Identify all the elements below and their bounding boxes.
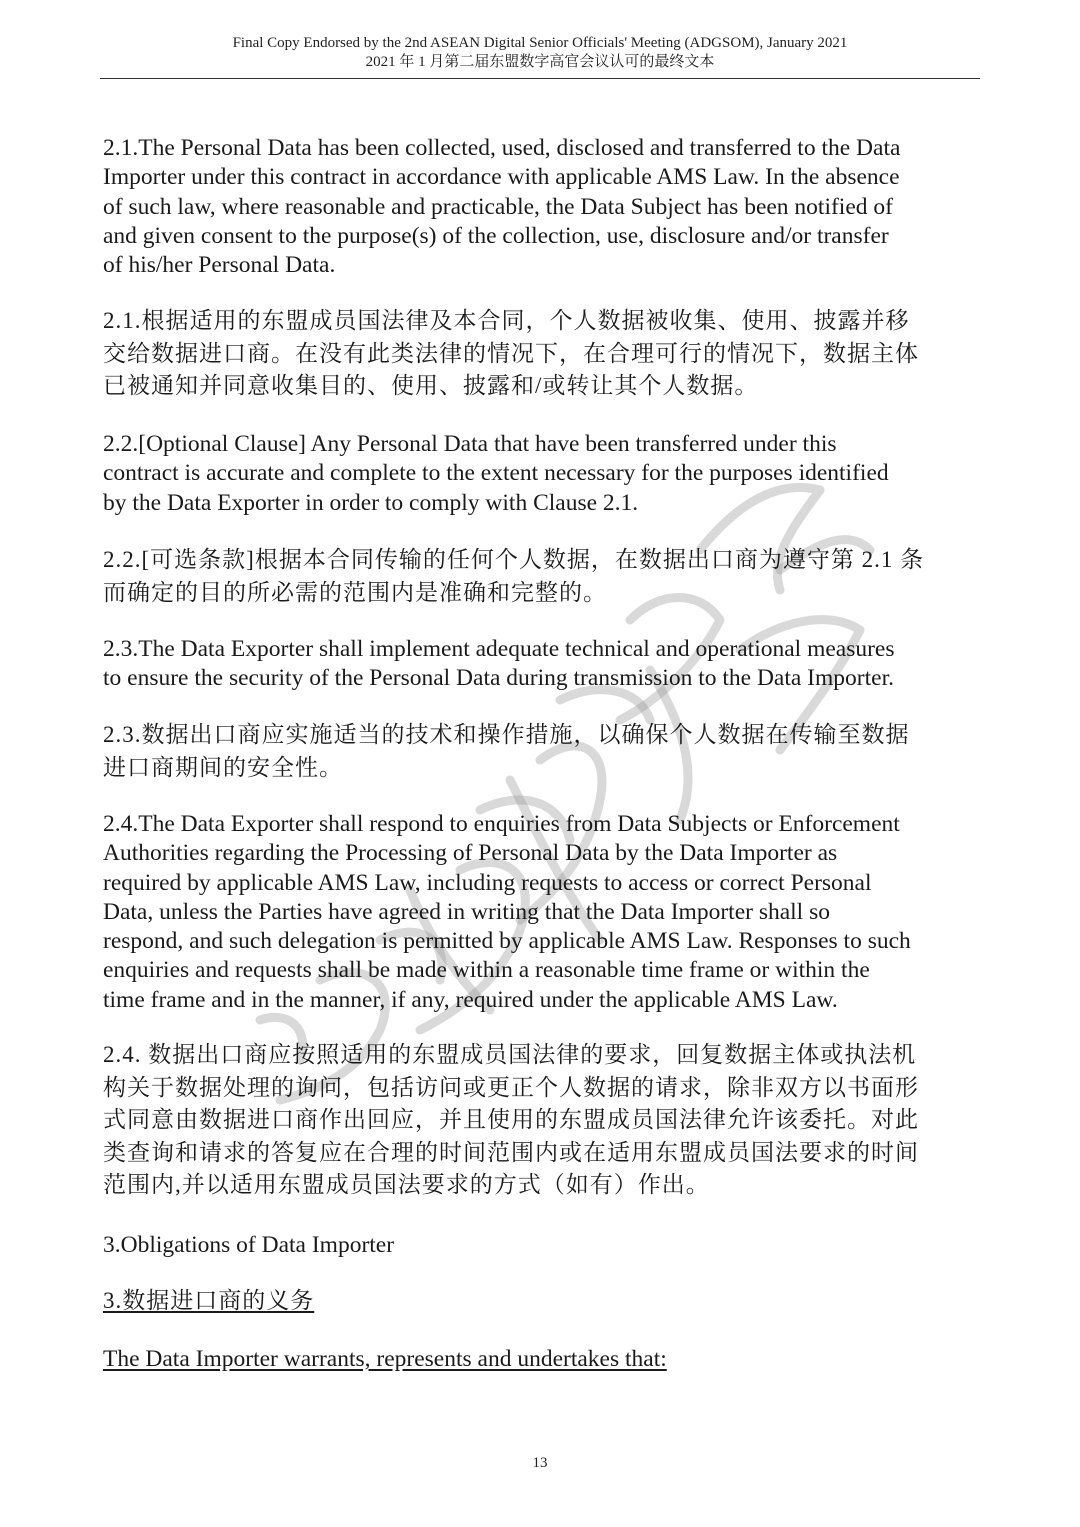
text-line: 范围内,并以适用东盟成员国法要求的方式（如有）作出。 (103, 1172, 710, 1197)
section-3-heading-chinese: 3.数据进口商的义务 (103, 1288, 315, 1313)
text-line: 式同意由数据进口商作出回应，并且使用的东盟成员国法律允许该委托。对此 (103, 1107, 919, 1132)
text-line: 2.1.根据适用的东盟成员国法律及本合同，个人数据被收集、使用、披露并移 (103, 308, 910, 333)
section-3-intro: The Data Importer warrants, represents and undertakes that: (103, 1346, 667, 1372)
text-line: 2.4.The Data Exporter shall respond to enquiries from Data Subjects or Enforcement (103, 811, 900, 837)
clause-2-3-chinese (103, 719, 983, 784)
text-line: 2.3.The Data Exporter shall implement adequate technical and operational measures (103, 636, 895, 662)
header-divider (100, 78, 980, 79)
text-line: and given consent to the purpose(s) of the collection, use, disclosure and/or transfer (103, 222, 889, 249)
clause-2-2-english (103, 430, 983, 518)
text-line: 2.3.数据出口商应实施适当的技术和操作措施，以确保个人数据在传输至数据 (103, 722, 910, 747)
header-line-en: Final Copy Endorsed by the 2nd ASEAN Digital Senior Officials' Meeting (ADGSOM), January 2021 (232, 35, 848, 51)
clause-2-4-english (103, 810, 983, 1015)
text-line: by the Data Exporter in order to comply with Clause 2.1. (103, 489, 639, 516)
text-line: 已被通知并同意收集目的、使用、披露和/或转让其个人数据。 (103, 373, 759, 398)
text-line: 2.1.The Personal Data has been collected, used, disclosed and transferred to the Data (103, 135, 901, 161)
text-line: 2.2.[Optional Clause] Any Personal Data that have been transferred under this (103, 431, 837, 457)
text-line: 交给数据进口商。在没有此类法律的情况下，在合理可行的情况下，数据主体 (103, 340, 919, 366)
text-line: to ensure the security of the Personal Data during transmission to the Data Importer. (103, 665, 894, 692)
clause-2-1-english (103, 134, 983, 280)
clause-2-2-chinese (103, 544, 983, 609)
text-line: 类查询和请求的答复应在合理的时间范围内或在适用东盟成员国法要求的时间 (103, 1139, 919, 1165)
text-line: of his/her Personal Data. (103, 252, 336, 279)
header-line-zh: 2021 年 1 月第二届东盟数字高官会议认可的最终文本 (365, 54, 715, 70)
text-line: 构关于数据处理的询问，包括访问或更正个人数据的请求，除非双方以书面形 (103, 1074, 919, 1100)
text-line: Data, unless the Parties have agreed in writing that the Data Importer shall so (103, 898, 830, 925)
text-line: Authorities regarding the Processing of Personal Data by the Data Importer as (103, 840, 838, 867)
text-line: of such law, where reasonable and practicable, the Data Subject has been notified of (103, 193, 893, 220)
text-line: 2.2.[可选条款]根据本合同传输的任何个人数据，在数据出口商为遵守第 2.1 条 (103, 547, 925, 572)
page-header (100, 34, 980, 72)
text-line: enquiries and requests shall be made within a reasonable time frame or within the (103, 957, 870, 984)
text-line: 而确定的目的所必需的范围内是准确和完整的。 (103, 579, 607, 605)
text-line: contract is accurate and complete to the extent necessary for the purposes identified (103, 460, 889, 487)
clause-2-1-chinese (103, 305, 983, 403)
clause-2-4-chinese (103, 1039, 983, 1202)
text-line: 进口商期间的安全性。 (103, 754, 343, 780)
section-3-heading-english: 3.Obligations of Data Importer (103, 1232, 395, 1258)
text-line: 2.4. 数据出口商应按照适用的东盟成员国法律的要求，回复数据主体或执法机 (103, 1042, 917, 1067)
text-line: respond, and such delegation is permitted by applicable AMS Law. Responses to such (103, 928, 911, 955)
text-line: time frame and in the manner, if any, required under the applicable AMS Law. (103, 986, 838, 1013)
text-line: required by applicable AMS Law, including requests to access or correct Personal (103, 869, 872, 896)
clause-2-3-english (103, 635, 983, 694)
page-number: 13 (532, 1455, 548, 1471)
text-line: Importer under this contract in accordance with applicable AMS Law. In the absence (103, 164, 900, 191)
